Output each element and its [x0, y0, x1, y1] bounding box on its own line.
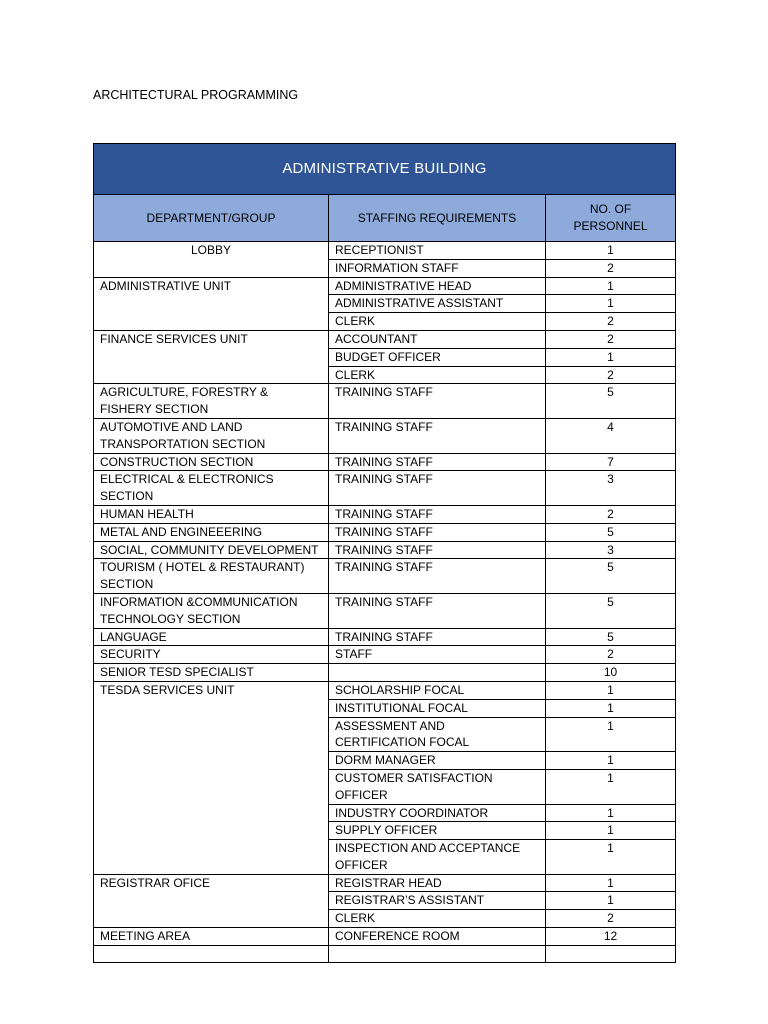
staff-cell: TRAINING STAFF	[329, 505, 546, 523]
staff-cell: TRAINING STAFF	[329, 523, 546, 541]
table-row	[94, 541, 676, 559]
table-row	[94, 471, 676, 506]
staff-cell: BUDGET OFFICER	[329, 348, 546, 366]
table-row	[94, 664, 676, 682]
table-row	[94, 242, 676, 260]
count-cell: 2	[546, 313, 676, 331]
count-cell: 2	[546, 330, 676, 348]
table-row	[94, 593, 676, 628]
count-cell: 5	[546, 593, 676, 628]
count-cell: 10	[546, 664, 676, 682]
table-row	[94, 384, 676, 419]
count-cell: 1	[546, 295, 676, 313]
count-cell: 1	[546, 348, 676, 366]
group-cell-social: SOCIAL, COMMUNITY DEVELOPMENT	[94, 541, 329, 559]
staff-cell: SCHOLARSHIP FOCAL	[329, 681, 546, 699]
staff-cell: INFORMATION STAFF	[329, 259, 546, 277]
staff-cell: TRAINING STAFF	[329, 559, 546, 594]
count-cell: 2	[546, 910, 676, 928]
staff-cell: REGISTRAR’S ASSISTANT	[329, 892, 546, 910]
staff-cell: ADMINISTRATIVE HEAD	[329, 277, 546, 295]
count-cell: 1	[546, 804, 676, 822]
staff-cell: TRAINING STAFF	[329, 471, 546, 506]
table-row	[94, 453, 676, 471]
count-cell: 1	[546, 699, 676, 717]
staff-cell: CLERK	[329, 910, 546, 928]
staff-cell: CLERK	[329, 313, 546, 331]
staff-cell: REGISTRAR HEAD	[329, 874, 546, 892]
group-cell-electrical: ELECTRICAL & ELECTRONICS SECTION	[94, 471, 329, 506]
group-cell-security: SECURITY	[94, 646, 329, 664]
count-cell: 7	[546, 453, 676, 471]
staff-cell: RECEPTIONIST	[329, 242, 546, 260]
group-cell-tesda-services-unit: TESDA SERVICES UNIT	[94, 681, 329, 874]
count-cell: 1	[546, 840, 676, 875]
count-cell: 2	[546, 505, 676, 523]
count-cell: 1	[546, 769, 676, 804]
document-heading: ARCHITECTURAL PROGRAMMING	[93, 88, 299, 102]
staff-cell: DORM MANAGER	[329, 752, 546, 770]
staff-cell: INSTITUTIONAL FOCAL	[329, 699, 546, 717]
staff-cell: TRAINING STAFF	[329, 384, 546, 419]
group-cell-registrar-office: REGISTRAR OFICE	[94, 874, 329, 927]
count-cell: 12	[546, 928, 676, 946]
count-cell: 3	[546, 541, 676, 559]
column-header-staffing: STAFFING REQUIREMENTS	[329, 195, 546, 242]
table-title: ADMINISTRATIVE BUILDING	[94, 144, 676, 195]
count-cell: 1	[546, 892, 676, 910]
group-cell-human-health: HUMAN HEALTH	[94, 505, 329, 523]
column-header-department: DEPARTMENT/GROUP	[94, 195, 329, 242]
group-cell-language: LANGUAGE	[94, 628, 329, 646]
table-row	[94, 646, 676, 664]
table-row	[94, 418, 676, 453]
count-cell: 5	[546, 559, 676, 594]
group-cell-tourism: TOURISM ( HOTEL & RESTAURANT) SECTION	[94, 559, 329, 594]
staff-cell: CONFERENCE ROOM	[329, 928, 546, 946]
count-cell: 5	[546, 523, 676, 541]
administrative-building-table	[93, 143, 676, 963]
table-row	[94, 681, 676, 699]
count-cell: 1	[546, 717, 676, 752]
group-cell-administrative-unit: ADMINISTRATIVE UNIT	[94, 277, 329, 330]
table-row	[94, 330, 676, 348]
count-cell: 5	[546, 384, 676, 419]
table-row	[94, 505, 676, 523]
count-cell: 2	[546, 259, 676, 277]
staff-cell: INSPECTION AND ACCEPTANCE OFFICER	[329, 840, 546, 875]
staff-cell: TRAINING STAFF	[329, 418, 546, 453]
group-cell-automotive: AUTOMOTIVE AND LAND TRANSPORTATION SECTION	[94, 418, 329, 453]
empty-cell	[329, 945, 546, 962]
staff-cell: INDUSTRY COORDINATOR	[329, 804, 546, 822]
table-row	[94, 277, 676, 295]
staff-cell: ACCOUNTANT	[329, 330, 546, 348]
count-cell: 3	[546, 471, 676, 506]
group-cell-finance-services-unit: FINANCE SERVICES UNIT	[94, 330, 329, 383]
table-row	[94, 523, 676, 541]
staff-cell: ASSESSMENT AND CERTIFICATION FOCAL	[329, 717, 546, 752]
count-cell: 1	[546, 822, 676, 840]
count-cell: 1	[546, 242, 676, 260]
group-cell-lobby: LOBBY	[94, 242, 329, 278]
group-cell-senior-tesd: SENIOR TESD SPECIALIST	[94, 664, 329, 682]
table-row	[94, 928, 676, 946]
table-row	[94, 874, 676, 892]
group-cell-ict: INFORMATION &COMMUNICATION TECHNOLOGY SECTION	[94, 593, 329, 628]
staff-cell: SUPPLY OFFICER	[329, 822, 546, 840]
table-row	[94, 559, 676, 594]
count-cell: 1	[546, 277, 676, 295]
count-cell: 4	[546, 418, 676, 453]
empty-row	[94, 945, 676, 962]
count-cell: 1	[546, 681, 676, 699]
empty-cell	[94, 945, 329, 962]
group-cell-agriculture: AGRICULTURE, FORESTRY & FISHERY SECTION	[94, 384, 329, 419]
staff-cell: TRAINING STAFF	[329, 628, 546, 646]
empty-cell	[546, 945, 676, 962]
header-row	[94, 195, 676, 242]
staff-cell: TRAINING STAFF	[329, 453, 546, 471]
title-row	[94, 144, 676, 195]
count-cell: 2	[546, 646, 676, 664]
staff-cell	[329, 664, 546, 682]
count-cell: 5	[546, 628, 676, 646]
staff-cell: STAFF	[329, 646, 546, 664]
count-cell: 1	[546, 874, 676, 892]
column-header-personnel: NO. OF PERSONNEL	[546, 195, 676, 242]
group-cell-metal: METAL AND ENGINEEERING	[94, 523, 329, 541]
staff-cell: CLERK	[329, 366, 546, 384]
staff-cell: TRAINING STAFF	[329, 541, 546, 559]
group-cell-meeting-area: MEETING AREA	[94, 928, 329, 946]
staff-cell: ADMINISTRATIVE ASSISTANT	[329, 295, 546, 313]
staff-cell: TRAINING STAFF	[329, 593, 546, 628]
count-cell: 2	[546, 366, 676, 384]
table-row	[94, 628, 676, 646]
staff-cell: CUSTOMER SATISFACTION OFFICER	[329, 769, 546, 804]
group-cell-construction: CONSTRUCTION SECTION	[94, 453, 329, 471]
count-cell: 1	[546, 752, 676, 770]
